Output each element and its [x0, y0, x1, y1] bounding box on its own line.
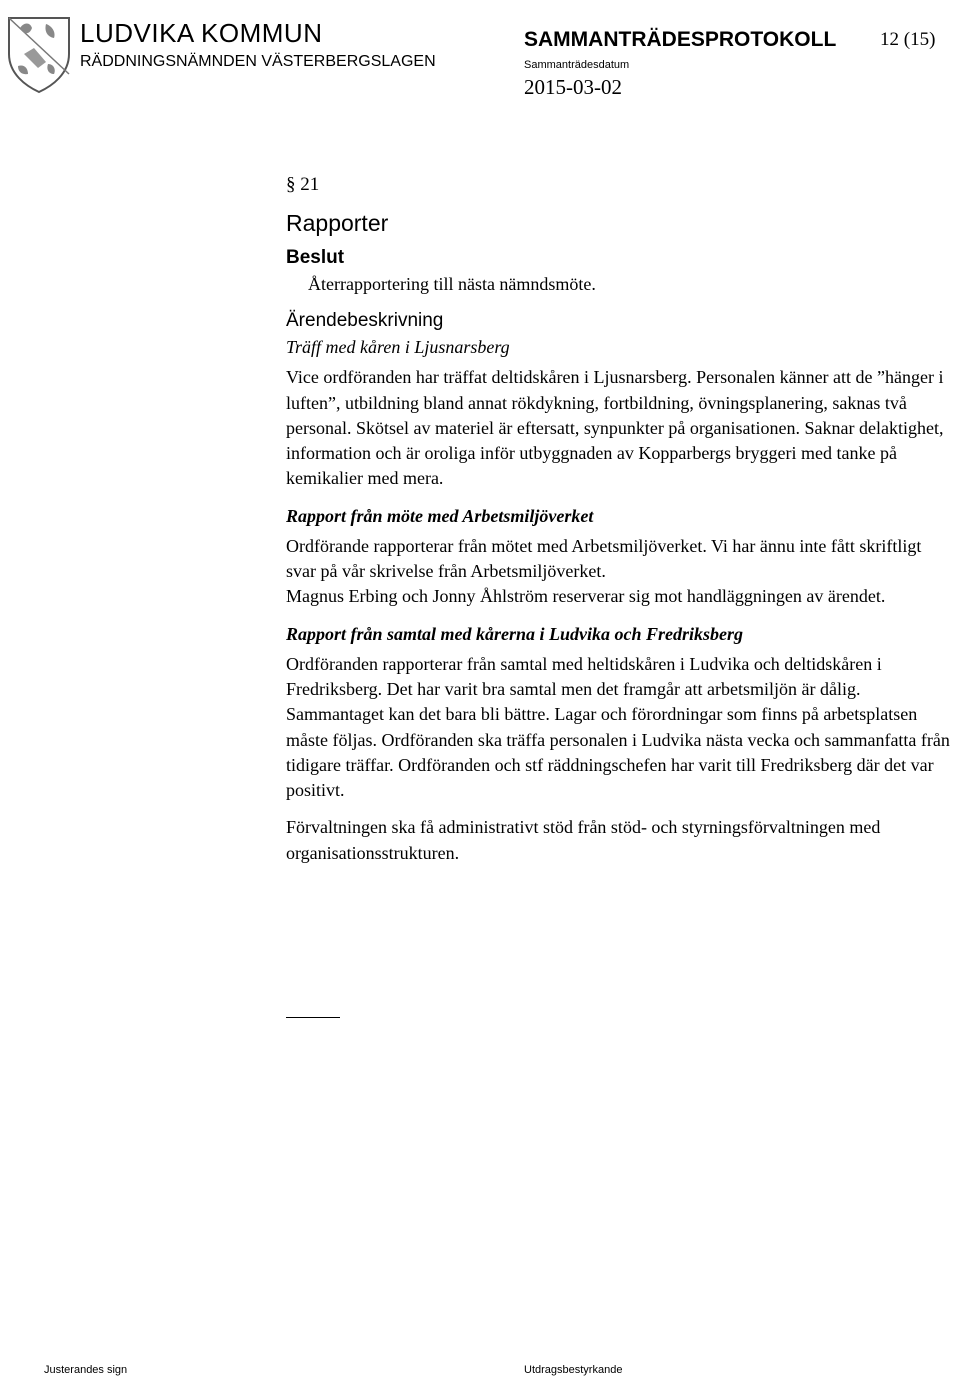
item-paragraph: Vice ordföranden har träffat deltidskåren i Ljusnarsberg. Personalen känner att de ”hänger i luften”, utbildning bland annat rökdykning, fortbildning, övningsplanering, saknas två personal. Skötsel av materiel är eftersatt, synpunkter på organisationen. Saknar delaktighet, information och är oroliga inför utbyggnaden av Kopparbergs bryggeri med tanke på kemikalier med mera.: [286, 367, 944, 489]
item-heading: Rapport från möte med Arbetsmiljöverket: [286, 505, 594, 526]
decision-text: Återrapportering till nästa nämndsmöte.: [308, 274, 596, 294]
item-paragraph: Ordförande rapporterar från mötet med Arbetsmiljöverket. Vi har ännu inte fått skriftligt svar på vår skrivelse från Arbetsmiljöverket.: [286, 535, 922, 582]
municipal-crest-icon: [4, 14, 74, 94]
item-paragraph: Magnus Erbing och Jonny Åhlström reserverar sig mot handläggningen av ärendet.: [286, 586, 886, 607]
meeting-date-label: Sammanträdesdatum: [524, 59, 630, 71]
organization-name: LUDVIKA KOMMUN: [80, 18, 323, 48]
page-number: 12 (15): [880, 29, 936, 50]
end-divider: [286, 1017, 340, 1018]
item-heading: Rapport från samtal med kårerna i Ludvika och Fredriksberg: [286, 623, 744, 644]
meeting-date: 2015-03-02: [524, 75, 622, 99]
footer-signature-label: Justerandes sign: [44, 1364, 128, 1376]
description-heading: Ärendebeskrivning: [286, 310, 444, 332]
item-paragraph: Ordföranden rapporterar från samtal med heltidskåren i Ludvika och deltidskåren i Fredriksberg. Det har varit bra samtal men det framgår att arbetsmiljön är dålig. Sammantaget kan det bara bli bättre. Lagar och förordningar som finns på arbetsplatsen måste följas. Ordföranden ska träffa personalen i Ludvika nästa vecka och sammanfatta från tidigare träffar. Ordföranden och stf räddningschefen har varit till Fredriksberg där det var positivt.: [286, 653, 950, 801]
paragraph-number: § 21: [286, 174, 320, 195]
document-type: SAMMANTRÄDESPROTOKOLL: [524, 28, 837, 51]
item-heading: Träff med kåren i Ljusnarsberg: [286, 337, 510, 358]
section-title: Rapporter: [286, 210, 389, 236]
protocol-content: [286, 172, 950, 866]
decision-heading: Beslut: [286, 247, 345, 268]
footer-certification-label: Utdragsbestyrkande: [524, 1364, 623, 1376]
organization-unit: RÄDDNINGSNÄMNDEN VÄSTERBERGSLAGEN: [80, 53, 436, 70]
item-paragraph: Förvaltningen ska få administrativt stöd från stöd- och styrningsförvaltningen med organisationsstrukturen.: [286, 817, 881, 863]
